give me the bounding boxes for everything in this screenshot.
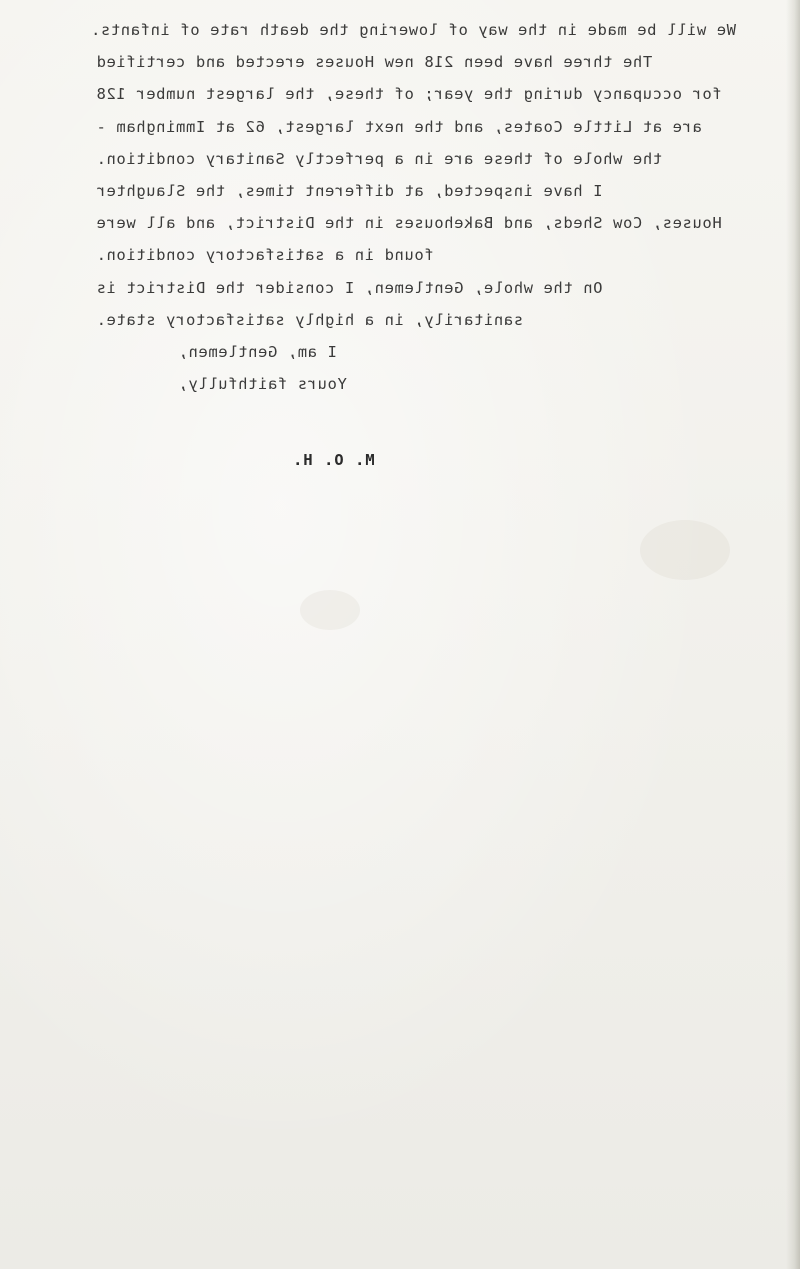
letter-line: The three have been 218 new Houses erected and certified [96,53,653,72]
letter-line: for occupancy during the year; of these, the largest number 128 [96,85,722,104]
spacer [96,400,736,444]
mirrored-letter-text [90,14,736,476]
letter-line: found in a satisfactory condition. [96,246,434,265]
paper-smudge [640,520,730,580]
letter-line: the whole of these are in a perfectly Sanitary condition. [96,149,663,168]
letter-line: We will be made in the way of lowering the death rate of infants. [90,21,736,39]
letter-line: Houses, Cow Sheds, and Bakehouses in the District, and all were [96,214,722,233]
paper-smudge [300,590,360,630]
letter-line: I have inspected, at different times, the Slaughter [96,182,603,201]
closing-salutation: I am, Gentlemen, [178,343,337,362]
letter-line: On the whole, Gentlemen, I consider the District is [96,278,603,297]
letter-line: are at Little Coates, and the next largest, 62 at Immingham - [96,117,702,136]
closing-valediction: Yours faithfully, [178,375,347,394]
letter-line: sanitarily, in a highly satisfactory state. [96,310,524,329]
paper-edge-shadow [786,0,800,1269]
signature: M. O. H. [292,451,375,470]
